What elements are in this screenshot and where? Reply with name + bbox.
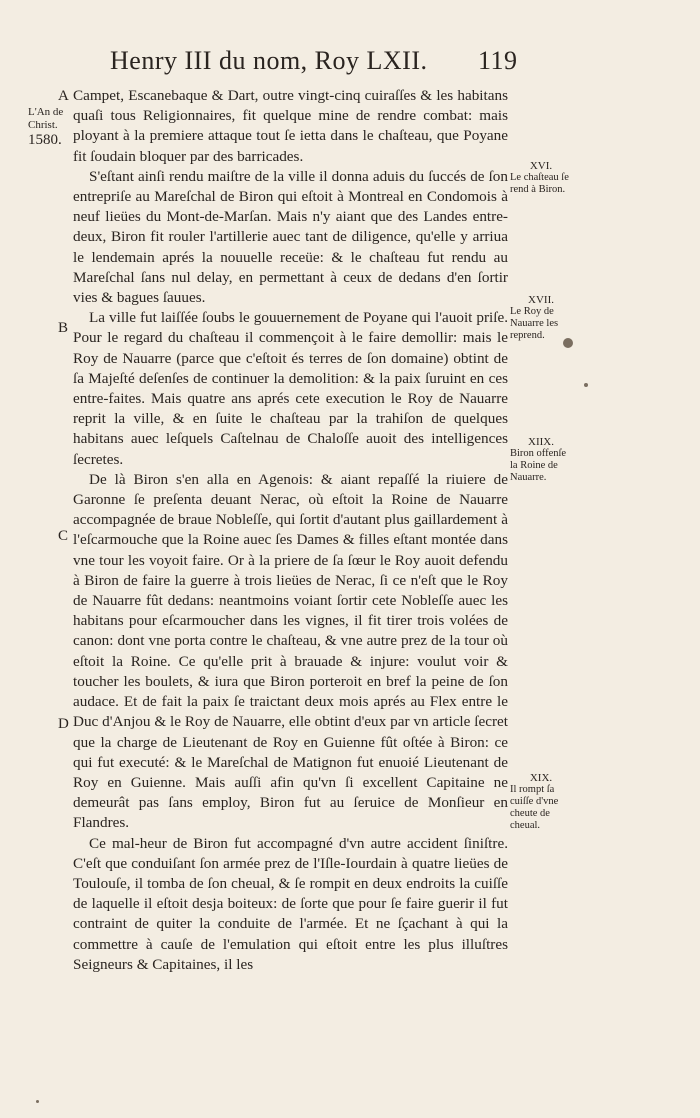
margin-date-line2: Christ. — [28, 119, 58, 131]
side-note-text: Il rompt ſa cuiſſe d'vne cheute de cheual. — [510, 784, 559, 831]
side-note-xvi — [510, 160, 572, 196]
side-note-xvii — [510, 294, 572, 342]
margin-date — [28, 106, 72, 147]
page-number: 119 — [478, 46, 518, 75]
side-note-number: XIIX. — [528, 436, 554, 448]
running-header — [110, 46, 518, 76]
paragraph-3: La ville fut laiſſée ſoubs le gouuernement de Poyane qui l'auoit priſe. Pour le regard du chaſteau il commençoit à le faire demollir: mais le Roy de Nauarre (parce que c'eſtoit és terres de ſon domaine) obtint de ſa Majeſté deſenſes de continuer la demolition: & la paix ſuruint en ces entre-faites. Mais quatre ans aprés cete execution le Roy de Nauarre reprit la ville, & en ſuite le chaſteau par la trahiſon de quelques habitans auec leſquels Caſtelnau de Chaloſſe auoit des intelligences ſecretes. — [73, 309, 508, 468]
side-note-text: Le chaſteau ſe rend à Biron. — [510, 172, 569, 195]
side-note-number: XIX. — [529, 772, 553, 784]
side-note-xiix — [510, 436, 572, 484]
section-letter-c: C — [58, 528, 69, 544]
side-note-number: XVII. — [528, 294, 554, 306]
paragraph-2: S'eſtant ainſi rendu maiſtre de la ville il donna aduis du ſuccés de ſon entrepriſe au Mareſchal de Biron qui eſtoit à Montreal en Condomois à neuf lieües du Mont-de-Marſan. Mais n'y aiant que des Landes entre-deux, Biron fit rouler l'artillerie auec tant de diligence, qu'elle y arriua le lendemain aprés la nouuelle receüe: & le chaſteau fut rendu au Mareſchal ſans nul delay, en permettant à ceux de dedans d'en ſortir vies & bagues ſauues. — [73, 167, 508, 307]
ink-speck — [36, 1100, 39, 1103]
section-letter-d: D — [58, 716, 69, 732]
side-note-xix — [510, 772, 572, 832]
paragraph-4: De là Biron s'en alla en Agenois: & aiant repaſſé la riuiere de Garonne ſe preſenta deuant Nerac, où eſtoit la Roine de Nauarre accompagnée de braue Nobleſſe, qui ſortit d'autant plus gaillardement à l'eſcarmouche que la Roine auec ſes Dames & filles eſtant montée dans vne tour les voyoit faire. Or à la priere de ſa ſœur le Roy auoit defendu à Biron de faire la guerre à trois lieües de Nerac, ſi ce n'eſt que le Roy de Nauarre fût dedans: neantmoins voiant ſortir cete Nobleſſe auec les habitans pour eſcarmoucher dans les vignes, il fit tirer trois volées de canon: dont vne porta contre le chaſteau, & vne autre prez de la tour où eſtoit la Roine. Ce qu'elle prit à brauade & injure: voulut voir & toucher les boulets, & iura que Biron porteroit en bref la peine de ſon audace. Et de fait la paix ſe traictant deux mois aprés au Flex entre le Duc d'Anjou & le Roy de Nauarre, elle obtint d'eux par vn article ſecret que la charge de Lieutenant de Roy en Guienne fût oſtée à Biron: ce qui fut executé: & le Mareſchal de Matignon fut enuoié Lieutenant de Roy en Guienne. Mais auſſi afin qu'vn ſi excellent Capitaine ne demeurât pas ſans employ, Biron fut au ſeruice de Monſieur en Flandres. — [73, 470, 508, 832]
side-note-number: XVI. — [529, 160, 553, 172]
ink-speck — [584, 383, 588, 387]
ink-stain — [563, 338, 573, 348]
side-note-text: Le Roy de Nauarre les reprend. — [510, 306, 559, 341]
header-title: Henry III du nom, Roy LXII. — [110, 46, 428, 75]
side-note-text: Biron offenſe la Roine de Nauarre. — [510, 448, 567, 483]
main-text — [73, 86, 508, 975]
section-letter-a: A — [58, 88, 69, 104]
margin-date-year: 1580. — [28, 132, 62, 148]
paragraph-5: Ce mal-heur de Biron fut accompagné d'vn autre accident ſiniſtre. C'eſt que conduiſant ſon armée prez de l'Iſle-Iourdain à quatre lieües de Toulouſe, il tomba de ſon cheual, & ſe rompit en deux endroits la cuiſſe de laquelle il eſtoit desja boiteux: de ſorte que pour ſe faire guerir il fut contraint de quiter la conduite de l'armée. Et ne ſçachant à qui la commettre à cauſe de l'emulation qui eſtoit entre les plus illuſtres Seigneurs & Capitaines, il les — [73, 834, 508, 973]
paragraph-1: Campet, Escanebaque & Dart, outre vingt-cinq cuiraſſes & les habitans quaſi tous Religionnaires, fit quelque mine de rendre combat: mais ployant à la premiere attaque tout ſe ietta dans le chaſteau, que Poyane fit ſoudain bloquer par des barricades. — [73, 87, 508, 165]
section-letter-b: B — [58, 320, 69, 336]
margin-date-line1: L'An de — [28, 106, 64, 118]
